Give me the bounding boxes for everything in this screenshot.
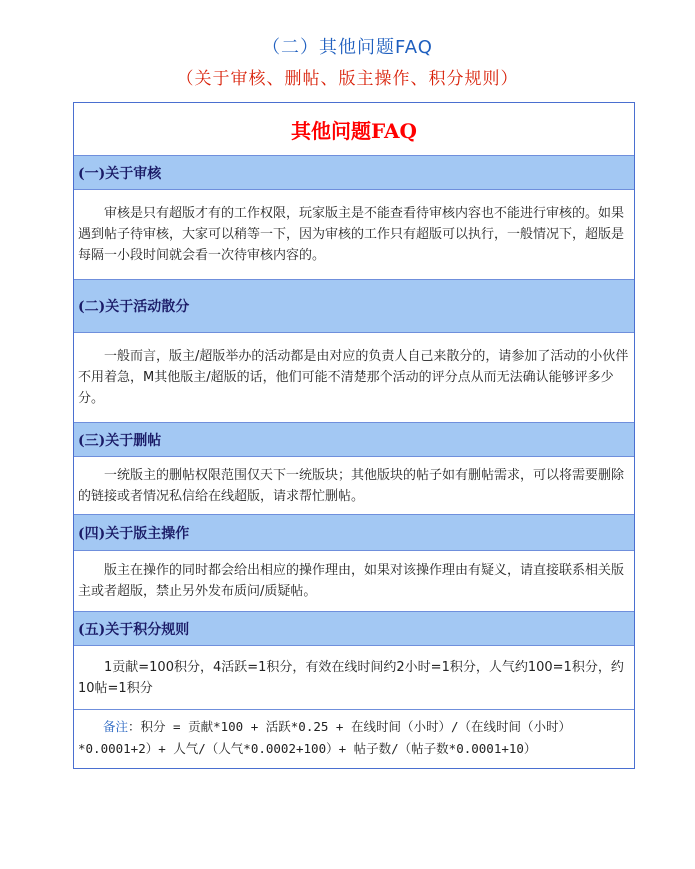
section-text-review: 审核是只有超版才有的工作权限，玩家版主是不能查看待审核内容也不能进行审核的。如果遇到帖子待审核，大家可以稍等一下，因为审核的工作只有超版可以执行，一般情况下，超版是每隔一小段时间就会看一次待审核内容的。 [78, 206, 625, 263]
section-text-points-rules: 1贡献=100积分，4活跃=1积分，有效在线时间约2小时=1积分，人气约100=1积分，约10帖=1积分 [78, 659, 624, 696]
section-heading-delete-post: (三)关于删帖 [74, 423, 634, 457]
page-subtitle: （关于审核、删帖、版主操作、积分规则） [176, 69, 519, 89]
faq-table [73, 102, 635, 769]
faq-table-title: 其他问题FAQ [74, 103, 634, 156]
section-heading-moderator-ops: (四)关于版主操作 [74, 515, 634, 551]
section-heading-review: (一)关于审核 [74, 156, 634, 190]
section-text-moderator-ops: 版主在操作的同时都会给出相应的操作理由，如果对该操作理由有疑义，请直接联系相关版主或者超版，禁止另外发布质问/质疑帖。 [78, 563, 625, 599]
section-body-delete-post [74, 457, 634, 515]
points-formula-note [74, 710, 634, 768]
page-title: （二）其他问题FAQ [262, 37, 433, 58]
section-body-review [74, 190, 634, 280]
section-body-points-rules [74, 646, 634, 710]
section-heading-points-rules: (五)关于积分规则 [74, 612, 634, 646]
section-heading-activity-points: (二)关于活动散分 [74, 280, 634, 333]
section-text-delete-post: 一统版主的删帖权限范围仅天下一统版块；其他版块的帖子如有删帖需求，可以将需要删除的链接或者情况私信给在线超版，请求帮忙删帖。 [78, 467, 625, 504]
section-text-activity-points: 一般而言，版主/超版举办的活动都是由对应的负责人自己来散分的，请参加了活动的小伙伴不用着急，M其他版主/超版的话，他们可能不清楚那个活动的评分点从而无法确认能够评多少分。 [78, 349, 629, 406]
note-formula: ：积分 = 贡献*100 + 活跃*0.25 + 在线时间（小时）/（在线时间（小时）*0.0001+2）+ 人气/（人气*0.0002+100）+ 帖子数/（帖子数*0.0001+10） [78, 719, 572, 756]
note-label: 备注 [103, 719, 129, 734]
section-body-activity-points [74, 333, 634, 423]
section-body-moderator-ops [74, 551, 634, 612]
